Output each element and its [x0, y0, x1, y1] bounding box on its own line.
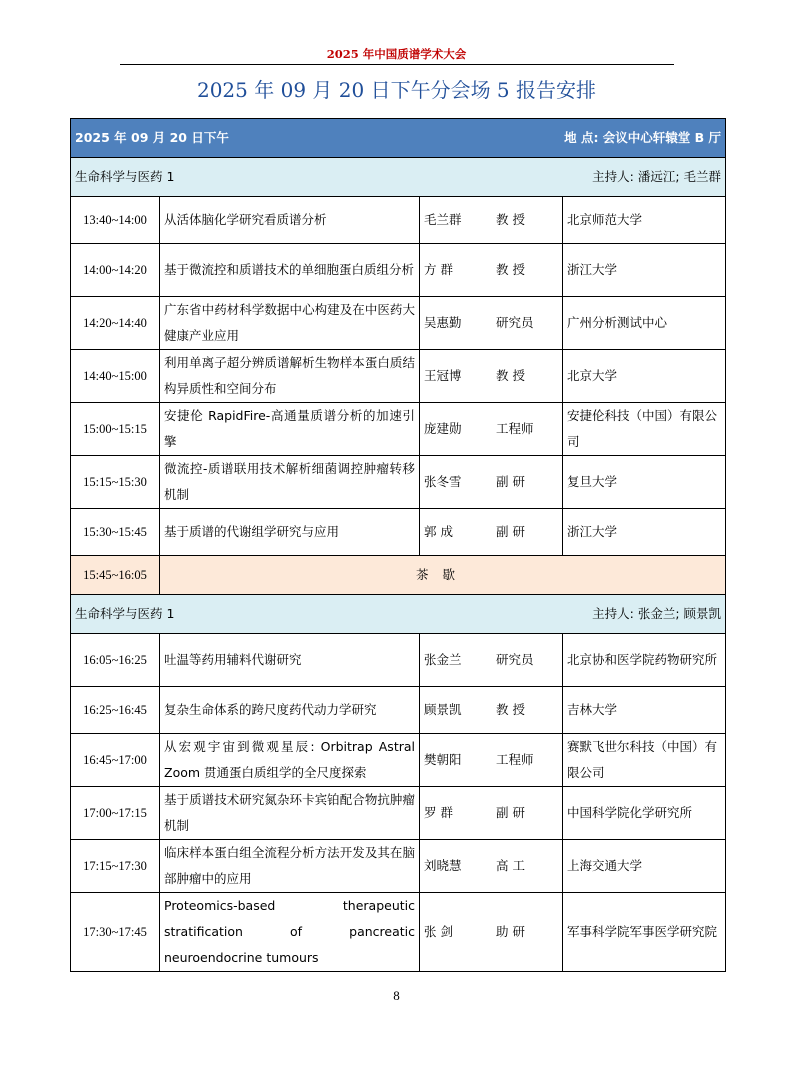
talk-speaker-cell: [420, 456, 563, 509]
speaker-org: 广州分析测试中心: [563, 297, 726, 350]
talk-time: 14:20~14:40: [71, 297, 160, 350]
talk-time: 16:45~17:00: [71, 734, 160, 787]
speaker-name: 庞建勋: [424, 421, 462, 436]
page-number: 8: [393, 988, 400, 1003]
session-header-1: [71, 158, 726, 197]
session-hosts: 主持人: 张金兰; 顾景凯: [592, 606, 722, 621]
tea-break-row: [71, 556, 726, 595]
speaker-name: 刘晓慧: [424, 858, 462, 873]
talk-speaker-cell: [420, 840, 563, 893]
break-time: 15:45~16:05: [71, 556, 160, 595]
talk-topic: 吐温等药用辅料代谢研究: [160, 634, 420, 687]
talk-topic: 广东省中药材科学数据中心构建及在中医药大健康产业应用: [160, 297, 420, 350]
talk-time: 15:00~15:15: [71, 403, 160, 456]
speaker-name: 张金兰: [424, 652, 462, 667]
talk-topic: 临床样本蛋白组全流程分析方法开发及其在脑部肿瘤中的应用: [160, 840, 420, 893]
talk-row: [71, 456, 726, 509]
speaker-name: 樊朝阳: [424, 752, 462, 767]
talk-topic: Proteomics-based therapeutic stratification of pancreatic neuroendocrine tumours: [160, 893, 420, 972]
talk-row: [71, 297, 726, 350]
speaker-org: 吉林大学: [563, 687, 726, 734]
banner-date: 2025 年 09 月 20 日下午: [75, 130, 229, 145]
talk-topic: 基于微流控和质谱技术的单细胞蛋白质组分析: [160, 244, 420, 297]
speaker-title: 教 授: [496, 212, 525, 227]
speaker-title: 研究员: [496, 652, 534, 667]
speaker-org: 军事科学院军事医学研究院: [563, 893, 726, 972]
session-2-rows: [71, 634, 726, 972]
schedule-table: [70, 118, 726, 972]
speaker-org: 上海交通大学: [563, 840, 726, 893]
speaker-name: 顾景凯: [424, 702, 462, 717]
talk-time: 14:40~15:00: [71, 350, 160, 403]
speaker-title: 副 研: [496, 524, 525, 539]
speaker-title: 教 授: [496, 368, 525, 383]
talk-time: 15:15~15:30: [71, 456, 160, 509]
speaker-name: 郭 成: [424, 524, 453, 539]
speaker-title: 教 授: [496, 702, 525, 717]
talk-speaker-cell: [420, 350, 563, 403]
talk-row: [71, 350, 726, 403]
talk-speaker-cell: [420, 634, 563, 687]
session-name: 生命科学与医药 1: [75, 169, 175, 184]
speaker-org: 中国科学院化学研究所: [563, 787, 726, 840]
talk-row: [71, 893, 726, 972]
talk-time: 16:05~16:25: [71, 634, 160, 687]
talk-time: 14:00~14:20: [71, 244, 160, 297]
speaker-org: 北京师范大学: [563, 197, 726, 244]
talk-topic: 利用单离子超分辨质谱解析生物样本蛋白质结构异质性和空间分布: [160, 350, 420, 403]
talk-row: [71, 840, 726, 893]
talk-topic: 基于质谱的代谢组学研究与应用: [160, 509, 420, 556]
talk-time: 17:15~17:30: [71, 840, 160, 893]
talk-speaker-cell: [420, 403, 563, 456]
speaker-title: 研究员: [496, 315, 534, 330]
speaker-name: 吴惠勤: [424, 315, 462, 330]
break-label: 茶歇: [160, 556, 726, 595]
speaker-org: 北京大学: [563, 350, 726, 403]
talk-row: [71, 509, 726, 556]
talk-time: 17:00~17:15: [71, 787, 160, 840]
speaker-org: 赛默飞世尔科技（中国）有限公司: [563, 734, 726, 787]
speaker-title: 助 研: [496, 924, 525, 939]
speaker-title: 副 研: [496, 474, 525, 489]
session-header-2: [71, 595, 726, 634]
talk-time: 15:30~15:45: [71, 509, 160, 556]
speaker-org: 安捷伦科技（中国）有限公司: [563, 403, 726, 456]
speaker-title: 高 工: [496, 858, 525, 873]
header-divider: [120, 64, 674, 65]
speaker-name: 方 群: [424, 262, 453, 277]
talk-speaker-cell: [420, 893, 563, 972]
talk-speaker-cell: [420, 787, 563, 840]
speaker-name: 罗 群: [424, 805, 453, 820]
talk-row: [71, 244, 726, 297]
speaker-title: 教 授: [496, 262, 525, 277]
speaker-org: 复旦大学: [563, 456, 726, 509]
talk-speaker-cell: [420, 509, 563, 556]
talk-topic: 从宏观宇宙到微观星辰: Orbitrap Astral Zoom 贯通蛋白质组学的全尺度探索: [160, 734, 420, 787]
speaker-name: 张冬雪: [424, 474, 462, 489]
speaker-org: 北京协和医学院药物研究所: [563, 634, 726, 687]
talk-topic: 复杂生命体系的跨尺度药代动力学研究: [160, 687, 420, 734]
talk-row: [71, 787, 726, 840]
talk-row: [71, 197, 726, 244]
talk-time: 13:40~14:00: [71, 197, 160, 244]
talk-row: [71, 403, 726, 456]
page-title: 2025 年 09 月 20 日下午分会场 5 报告安排: [196, 78, 597, 102]
talk-topic: 从活体脑化学研究看质谱分析: [160, 197, 420, 244]
speaker-title: 工程师: [496, 421, 534, 436]
speaker-name: 毛兰群: [424, 212, 462, 227]
talk-speaker-cell: [420, 197, 563, 244]
speaker-org: 浙江大学: [563, 244, 726, 297]
speaker-org: 浙江大学: [563, 509, 726, 556]
talk-time: 16:25~16:45: [71, 687, 160, 734]
date-banner: [71, 119, 726, 158]
talk-row: [71, 687, 726, 734]
speaker-title: 副 研: [496, 805, 525, 820]
talk-speaker-cell: [420, 297, 563, 350]
talk-row: [71, 634, 726, 687]
talk-speaker-cell: [420, 244, 563, 297]
talk-topic: 安捷伦 RapidFire-高通量质谱分析的加速引擎: [160, 403, 420, 456]
banner-location: 地 点: 会议中心轩辕堂 B 厅: [564, 130, 722, 145]
talk-time: 17:30~17:45: [71, 893, 160, 972]
talk-speaker-cell: [420, 687, 563, 734]
session-1-rows: [71, 197, 726, 556]
talk-topic: 微流控-质谱联用技术解析细菌调控肿瘤转移机制: [160, 456, 420, 509]
talk-row: [71, 734, 726, 787]
speaker-title: 工程师: [496, 752, 534, 767]
speaker-name: 王冠博: [424, 368, 462, 383]
conference-header: 2025 年中国质谱学术大会: [326, 47, 467, 61]
talk-speaker-cell: [420, 734, 563, 787]
talk-topic: 基于质谱技术研究氮杂环卡宾铂配合物抗肿瘤机制: [160, 787, 420, 840]
speaker-name: 张 剑: [424, 924, 453, 939]
session-name: 生命科学与医药 1: [75, 606, 175, 621]
session-hosts: 主持人: 潘远江; 毛兰群: [592, 169, 722, 184]
